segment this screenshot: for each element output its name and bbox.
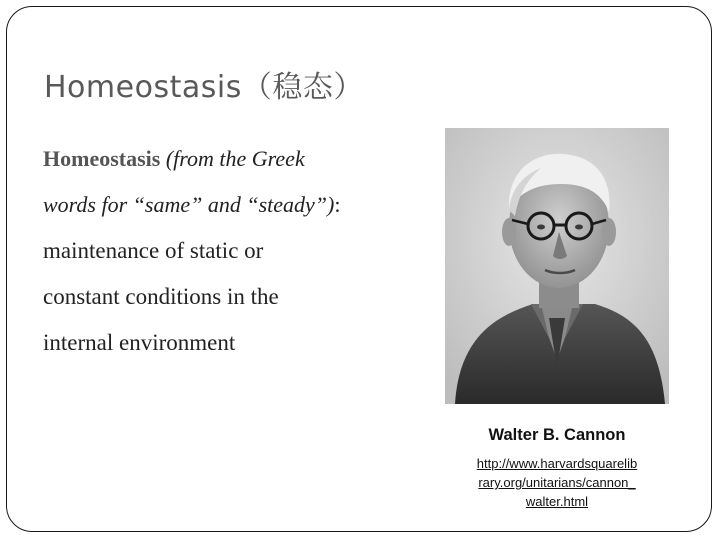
portrait-image bbox=[445, 128, 669, 404]
definition-term: Homeostasis bbox=[43, 146, 161, 171]
definition-origin-start: (from the Greek bbox=[160, 146, 305, 171]
definition-line-3: maintenance of static or bbox=[43, 238, 264, 263]
source-link-line-2[interactable]: rary.org/unitarians/cannon_ bbox=[478, 475, 636, 490]
portrait-photo bbox=[445, 128, 669, 404]
definition-line-4: constant conditions in the bbox=[43, 284, 279, 309]
source-link-line-1[interactable]: http://www.harvardsquarelib bbox=[476, 456, 638, 471]
definition-line-1 bbox=[43, 136, 413, 182]
source-link-line-3[interactable]: walter.html bbox=[525, 494, 589, 509]
slide-title: Homeostasis（稳态） bbox=[44, 70, 364, 105]
definition-colon: : bbox=[334, 192, 341, 217]
definition-text bbox=[43, 136, 413, 366]
photo-caption: Walter B. Cannon bbox=[488, 426, 626, 444]
definition-line-5: internal environment bbox=[43, 330, 236, 355]
source-link[interactable] bbox=[453, 454, 661, 511]
definition-origin-end: words for “same” and “steady”) bbox=[43, 192, 335, 217]
definition-line-2 bbox=[43, 182, 413, 228]
